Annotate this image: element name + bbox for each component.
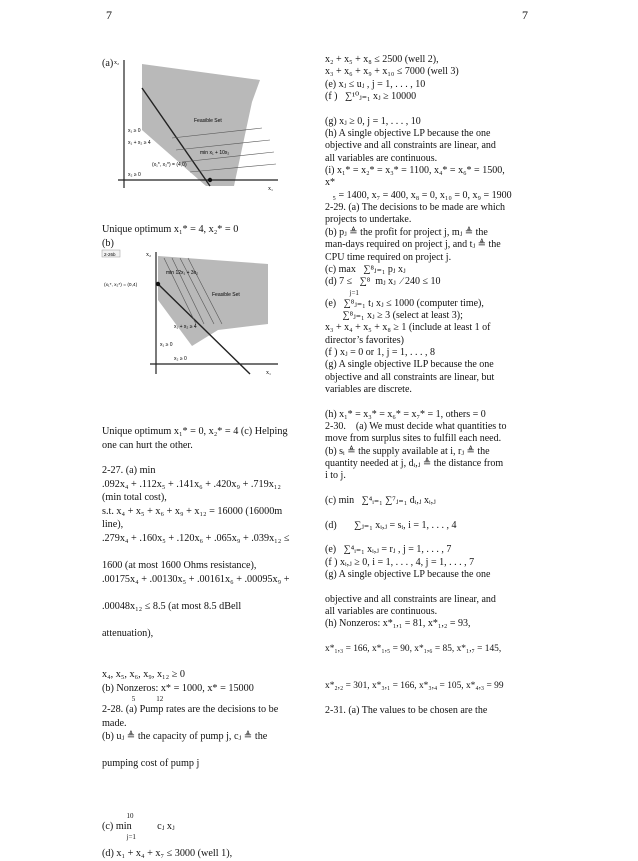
page-number-left: 7 bbox=[106, 8, 112, 22]
text-line: (h) x₁* = x₃* = x₆* = x₇* = 1, others = 0 bbox=[325, 408, 486, 420]
text-line: (g) A single objective ILP because the one bbox=[325, 359, 494, 371]
text-line bbox=[325, 396, 547, 408]
text-line bbox=[325, 581, 547, 593]
text-line bbox=[325, 693, 547, 705]
text-line: x₄, x₅, x₆, x₉, x₁₂ ≥ 0 bbox=[102, 668, 185, 680]
text-line: (e) ∑⁸ⱼ₌₁ tⱼ xⱼ ≤ 1000 (computer time), bbox=[325, 297, 484, 309]
text-line: all variables are continuous. bbox=[325, 152, 438, 164]
text-line: 2-31. (a) The values to be chosen are the bbox=[325, 704, 488, 716]
text-line: (h) A single objective LP because the one bbox=[325, 128, 491, 140]
figure-a-axis-x-label: x₁ bbox=[268, 186, 274, 192]
text-line: 2-28. (a) Pump rates are the decisions to be bbox=[102, 704, 279, 716]
text-line: 5 12 bbox=[102, 695, 164, 704]
text-line: .279x₄ + .160x₅ + .120x₆ + .065x₉ + .039x₁₂ ≤ bbox=[102, 532, 290, 544]
text-line: x*₁,₃ = 166, x*₁,₅ = 90, x*₁,₆ = 85, x*₁,₇ = 145, bbox=[325, 644, 502, 655]
text-line: 2-29. (a) The decisions to be made are which bbox=[325, 202, 506, 214]
text-line: (b) sᵢ ≜ the supply available at i, rⱼ ≜ the bbox=[325, 445, 490, 457]
text-line: (f ) xⱼ = 0 or 1, j = 1, . . . , 8 bbox=[325, 346, 436, 358]
text-line: ∑⁸ⱼ₌₁ xⱼ ≥ 3 (select at least 3); bbox=[325, 309, 463, 321]
text-line: 10 bbox=[102, 811, 134, 820]
text-line: x₃ + x₄ + x₅ + x₈ ≥ 1 (include at least 1 of bbox=[325, 322, 491, 334]
text-line bbox=[325, 507, 547, 519]
figure-b-marker: (b) bbox=[102, 238, 114, 249]
text-line: (g) xⱼ ≥ 0, j = 1, . . . , 10 bbox=[325, 115, 421, 127]
text-line: (b) pⱼ ≜ the profit for project j, mⱼ ≜ the bbox=[325, 226, 488, 238]
text-line: s.t. x₄ + x₅ + x₆ + x₉ + x₁₂ = 16000 (16000m bbox=[102, 505, 283, 517]
text-line: 2-27. (a) min bbox=[102, 465, 156, 476]
text-line bbox=[102, 744, 312, 758]
text-line: x*₂,₂ = 301, x*₃,₁ = 166, x*₃,₄ = 105, x*₄,₃ = 99 bbox=[325, 681, 504, 692]
unique-optimum-b-line2: one can hurt the other. bbox=[102, 440, 193, 451]
text-line bbox=[102, 546, 312, 560]
text-line: (i) x₁* = x₂* = x₃* = 1100, x₄* = x₆* = 1500, bbox=[325, 165, 505, 177]
text-line: (min total cost), bbox=[102, 492, 167, 504]
text-line: projects to undertake. bbox=[325, 214, 412, 226]
text-line: 2-30. (a) We must decide what quantities to bbox=[325, 420, 507, 432]
text-line: (d) x₁ + x₄ + x₇ ≤ 3000 (well 1), bbox=[102, 848, 233, 860]
text-line: x₂ + x₅ + x₈ ≤ 2500 (well 2), bbox=[325, 54, 439, 65]
text-line: (c) min cⱼ xⱼ bbox=[102, 820, 175, 832]
text-line: variables are discrete. bbox=[325, 383, 412, 395]
figure-b-plot bbox=[100, 248, 280, 388]
text-line: man-days required on project j, and tⱼ ≜ the bbox=[325, 239, 501, 251]
left-column-text bbox=[102, 464, 312, 861]
figure-b-feasible-label: Feasible Set bbox=[212, 292, 240, 298]
text-line: move from surplus sites to fulfill each need. bbox=[325, 433, 502, 445]
text-line: made. bbox=[102, 717, 127, 729]
text-line: (g) A single objective LP because the one bbox=[325, 569, 491, 581]
text-line bbox=[102, 785, 312, 799]
figure-b-constraint-sum: x₁ + x₂ ≥ 4 bbox=[174, 324, 197, 330]
text-line: (c) max ∑⁸ⱼ₌₁ pⱼ xⱼ bbox=[325, 263, 406, 275]
page-number-right: 7 bbox=[522, 8, 528, 22]
text-line: (d) ∑ⱼ₌₁ xᵢ,ⱼ = sᵢ, i = 1, . . . , 4 bbox=[325, 519, 457, 531]
text-line bbox=[102, 586, 312, 600]
right-column-text bbox=[325, 54, 547, 717]
text-line: (e) ∑⁴ᵢ₌₁ xᵢ,ⱼ = rⱼ , j = 1, . . . , 7 bbox=[325, 544, 452, 556]
text-line bbox=[102, 771, 312, 785]
text-line bbox=[325, 631, 547, 643]
text-line: ₅ = 1400, x₇ = 400, x₈ = 0, x₁₀ = 0, x₉ = 1900 bbox=[325, 189, 512, 201]
text-line: .00175x₄ + .00130x₅ + .00161x₆ + .00095x₉ + bbox=[102, 573, 290, 585]
figure-a-objective-label: min x₁ + 10x₂ bbox=[200, 150, 230, 156]
text-line: CPU time required on project j. bbox=[325, 251, 452, 263]
figure-a-constraint-x2: x₂ ≥ 0 bbox=[128, 172, 141, 178]
text-line bbox=[102, 641, 312, 655]
figure-a-constraint-sum: x₁ + x₂ ≥ 4 bbox=[128, 140, 151, 146]
unique-optimum-b-line1: Unique optimum x₁* = 0, x₂* = 4 (c) Helping bbox=[102, 426, 288, 437]
figure-b-axis-x-label: x₁ bbox=[266, 370, 272, 376]
text-line: j=1 bbox=[325, 288, 359, 297]
text-line bbox=[325, 656, 547, 668]
text-line: (e) xⱼ ≤ uⱼ , j = 1, . . . , 10 bbox=[325, 78, 426, 90]
figure-a-constraint-x1: x₁ ≥ 0 bbox=[128, 128, 141, 134]
figure-a-marker: (a) bbox=[102, 58, 114, 69]
figure-b-axis-y-label: x₂ bbox=[146, 252, 152, 258]
figure-b-objective-label: min 12x₁ + 3x₂ bbox=[166, 270, 199, 276]
text-line: all variables are continuous. bbox=[325, 606, 438, 618]
text-line bbox=[325, 103, 547, 115]
text-line: director’s favorites) bbox=[325, 334, 404, 346]
text-line bbox=[325, 532, 547, 544]
text-line: pumping cost of pump j bbox=[102, 758, 200, 770]
text-line bbox=[102, 654, 312, 668]
text-line: i to j. bbox=[325, 470, 346, 482]
text-line: .00048x₁₂ ≤ 8.5 (at most 8.5 dBell bbox=[102, 600, 242, 612]
figure-a-feasible-label: Feasible Set bbox=[194, 118, 222, 124]
text-line: objective and all constraints are linear, and bbox=[325, 140, 496, 152]
figure-a-optimum-label: (x₁*, x₂*) = (4,0) bbox=[152, 162, 187, 168]
text-line bbox=[102, 614, 312, 628]
text-line: (d) 7 ≤ ∑⁸ mⱼ xⱼ ∕ 240 ≤ 10 bbox=[325, 276, 441, 288]
text-line: x₃ + x₆ + x₉ + x₁₀ ≤ 7000 (well 3) bbox=[325, 66, 459, 78]
text-line: (b) Nonzeros: x* = 1000, x* = 15000 bbox=[102, 682, 254, 694]
text-line: line), bbox=[102, 519, 124, 531]
text-line: 1600 (at most 1600 Ohms resistance), bbox=[102, 560, 257, 572]
text-line: (h) Nonzeros: x*₁,₁ = 81, x*₁,₂ = 93, bbox=[325, 618, 471, 630]
text-line bbox=[325, 668, 547, 680]
text-line bbox=[325, 483, 547, 495]
text-line: x* bbox=[325, 177, 335, 189]
text-line: .092x₄ + .112x₅ + .141x₆ + .420x₉ + .719x₁₂ bbox=[102, 478, 281, 490]
text-line: (f ) xᵢ,ⱼ ≥ 0, i = 1, . . . , 4, j = 1, . . . , 7 bbox=[325, 556, 475, 568]
text-line: j=1 bbox=[102, 833, 136, 842]
figure-b-optimum-label: (x₁*, x₂*) = (0,4) bbox=[104, 283, 138, 288]
figure-a-axis-y-label: x₂ bbox=[114, 60, 120, 66]
figure-b-tag: 2-26b bbox=[104, 252, 116, 257]
text-line: (c) min ∑⁴ᵢ₌₁ ∑⁷ⱼ₌₁ dᵢ,ⱼ xᵢ,ⱼ bbox=[325, 495, 436, 507]
text-line: quantity needed at j, dᵢ,ⱼ ≜ the distance from bbox=[325, 458, 504, 469]
text-line: (b) uⱼ ≜ the capacity of pump j, cⱼ ≜ the bbox=[102, 731, 268, 743]
figure-b-constraint-x1: x₁ ≥ 0 bbox=[160, 342, 173, 348]
figure-a-plot bbox=[112, 52, 282, 192]
unique-optimum-a: Unique optimum x₁* = 4, x₂* = 0 bbox=[102, 224, 239, 235]
figure-b-constraint-x2: x₂ ≥ 0 bbox=[174, 356, 187, 362]
text-line bbox=[102, 798, 312, 812]
text-line: (f ) ∑¹⁰ⱼ₌₁ xⱼ ≥ 10000 bbox=[325, 91, 417, 103]
text-line: attenuation), bbox=[102, 628, 154, 640]
figure-b-optimum-point bbox=[156, 282, 160, 286]
text-line: objective and all constraints are linear, but bbox=[325, 371, 495, 383]
figure-a-optimum-point bbox=[208, 178, 212, 182]
text-line: objective and all constraints are linear, and bbox=[325, 593, 496, 605]
